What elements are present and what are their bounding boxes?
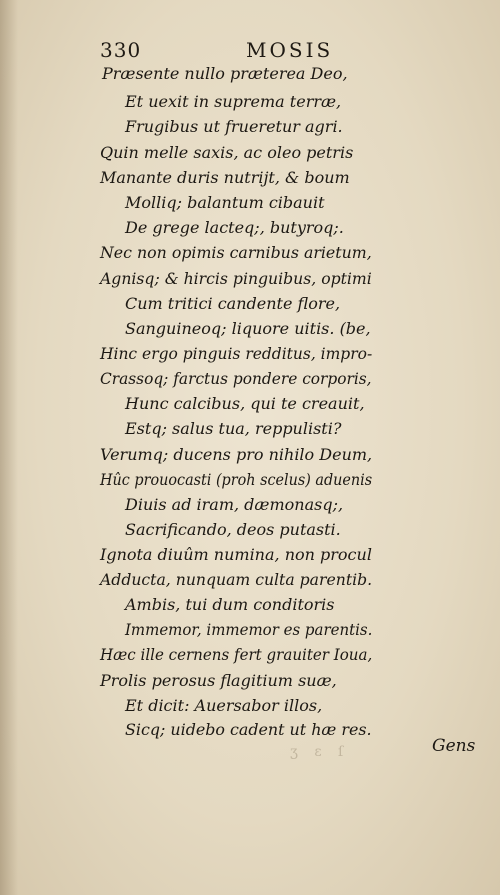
verse-line: Diuis ad iram, dæmonasq;, — [125, 495, 344, 514]
verse-line: Nec non opimis carnibus arietum, — [100, 243, 372, 262]
verse-line: De grege lacteq;, butyroq;. — [125, 218, 344, 237]
verse-line: Ambis, tui dum conditoris — [125, 595, 335, 614]
gutter-shadow — [0, 0, 18, 895]
verse-line: Cum tritici candente flore, — [125, 294, 341, 313]
verse-line: Prolis perosus flagitium suæ, — [100, 671, 337, 690]
verse-line: Molliq; balantum cibauit — [125, 193, 325, 212]
verse-line: Sicq; uidebo cadent ut hæ res. — [125, 720, 372, 739]
catchword: Gens — [432, 736, 476, 756]
verse-line: Crassoq; farctus pondere corporis, — [100, 369, 372, 388]
verse-line: Præsente nullo præterea Deo, — [102, 64, 348, 83]
verse-line: Ignota diuûm numina, non procul — [100, 545, 372, 564]
verse-line: Immemor, immemor es parentis. — [125, 620, 373, 639]
verse-line: Estq; salus tua, reppulisti? — [125, 419, 342, 438]
verse-line: Frugibus ut frueretur agri. — [125, 117, 343, 136]
verse-line: Hinc ergo pinguis redditus, impro- — [100, 344, 373, 363]
verse-line: Quin melle saxis, ac oleo petris — [100, 143, 354, 162]
verse-line: Hæc ille cernens fert grauiter Ioua, — [100, 645, 373, 664]
verse-line: Verumq; ducens pro nihilo Deum, — [100, 445, 373, 464]
bleed-through-marks: ʒ ɛ ſ — [290, 744, 350, 760]
verse-line: Et uexit in suprema terræ, — [125, 92, 342, 111]
page-number: 330 — [100, 38, 142, 62]
page-header — [100, 38, 360, 66]
verse-line: Hûc prouocasti (proh scelus) aduenis — [100, 470, 373, 489]
running-title: MOSIS — [246, 38, 334, 62]
verse-line: Agnisq; & hircis pinguibus, optimi — [100, 269, 372, 288]
verse-line: Manante duris nutrijt, & boum — [100, 168, 350, 187]
verse-line: Sanguineoq; liquore uitis. (be, — [125, 319, 371, 338]
verse-line: Hunc calcibus, qui te creauit, — [125, 394, 365, 413]
verse-line: Sacrificando, deos putasti. — [125, 520, 341, 539]
verse-line: Adducta, nunquam culta parentib. — [100, 570, 373, 589]
verse-line: Et dicit: Auersabor illos, — [125, 696, 323, 715]
